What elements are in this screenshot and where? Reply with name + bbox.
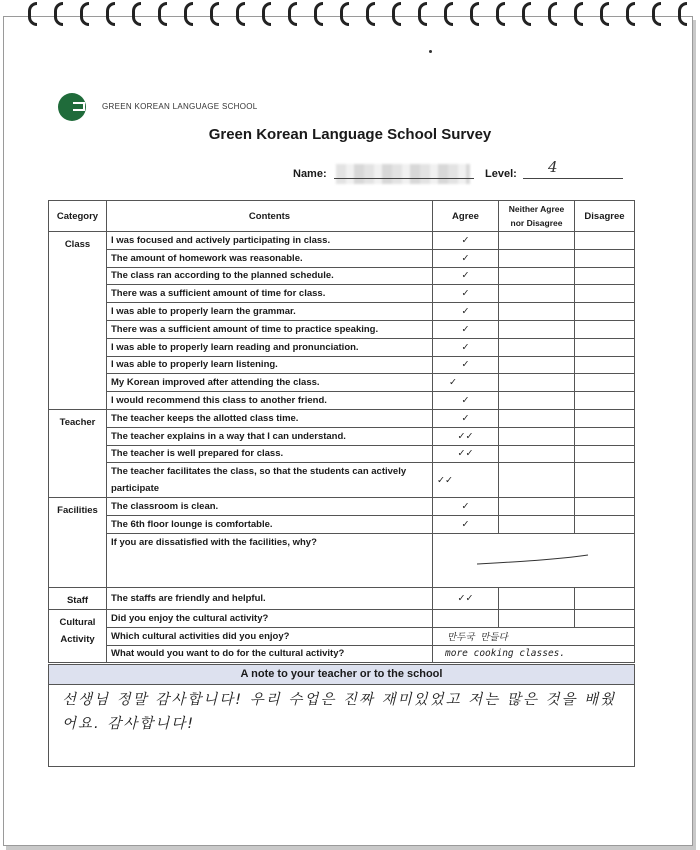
class-item: I was able to properly learn reading and pronunciation. <box>107 338 433 356</box>
disagree-cell[interactable] <box>575 374 635 392</box>
category-cultural: Cultural Activity <box>49 609 107 662</box>
disagree-cell[interactable] <box>575 445 635 463</box>
neither-cell[interactable] <box>499 498 575 516</box>
logo-text: GREEN KOREAN LANGUAGE SCHOOL <box>102 102 258 111</box>
level-label: Level: <box>485 168 517 180</box>
agree-check[interactable]: ✓ <box>433 249 499 267</box>
agree-check[interactable]: ✓ <box>433 320 499 338</box>
disagree-cell[interactable] <box>575 498 635 516</box>
neither-cell[interactable] <box>499 303 575 321</box>
agree-check[interactable]: ✓ <box>433 356 499 374</box>
category-class: Class <box>49 232 107 410</box>
name-field-line[interactable] <box>334 178 474 179</box>
disagree-cell[interactable] <box>575 303 635 321</box>
disagree-cell[interactable] <box>575 285 635 303</box>
neither-cell[interactable] <box>499 392 575 410</box>
agree-check[interactable]: ✓ <box>433 374 499 392</box>
agree-check[interactable]: ✓ <box>433 303 499 321</box>
neither-cell[interactable] <box>499 232 575 250</box>
class-item: There was a sufficient amount of time to practice speaking. <box>107 320 433 338</box>
cultural-want-answer[interactable]: more cooking classes. <box>433 645 635 663</box>
neither-cell[interactable] <box>499 587 575 609</box>
teacher-item: The teacher is well prepared for class. <box>107 445 433 463</box>
agree-check[interactable]: ✓ <box>433 267 499 285</box>
teacher-item: The teacher facilitates the class, so that the students can actively participate <box>107 463 433 498</box>
redacted-name <box>336 164 470 184</box>
level-value: 4 <box>548 158 558 176</box>
agree-check[interactable]: ✓ <box>433 498 499 516</box>
disagree-cell[interactable] <box>575 232 635 250</box>
category-teacher: Teacher <box>49 409 107 497</box>
neither-cell[interactable] <box>499 445 575 463</box>
neither-cell[interactable] <box>499 516 575 534</box>
class-item: I was focused and actively participating in class. <box>107 232 433 250</box>
disagree-cell[interactable] <box>575 427 635 445</box>
agree-check[interactable]: ✓✓ <box>433 427 499 445</box>
header-disagree: Disagree <box>575 201 635 232</box>
disagree-cell[interactable] <box>575 463 635 498</box>
note-heading: A note to your teacher or to the school <box>48 664 635 685</box>
spiral-binding <box>18 0 688 30</box>
header-neither: Neither Agree nor Disagree <box>499 201 575 232</box>
disagree-cell[interactable] <box>575 392 635 410</box>
neither-cell[interactable] <box>499 267 575 285</box>
neither-cell[interactable] <box>499 356 575 374</box>
teacher-item: The teacher explains in a way that I can understand. <box>107 427 433 445</box>
neither-cell[interactable] <box>499 285 575 303</box>
header-contents: Contents <box>107 201 433 232</box>
disagree-cell[interactable] <box>575 249 635 267</box>
facilities-item: The classroom is clean. <box>107 498 433 516</box>
facilities-question: If you are dissatisfied with the facilities, why? <box>107 533 433 587</box>
ink-dot <box>429 50 432 53</box>
disagree-cell[interactable] <box>575 609 635 627</box>
neither-cell[interactable] <box>499 609 575 627</box>
agree-check[interactable]: ✓ <box>433 516 499 534</box>
facilities-answer-box[interactable] <box>433 533 635 587</box>
disagree-cell[interactable] <box>575 356 635 374</box>
note-handwritten-text: 선생님 정말 감사합니다! 우리 수업은 진짜 재미있었고 저는 많은 것을 배웠어요. 감사합니다! <box>62 692 617 732</box>
cultural-enjoyed-answer[interactable]: 만두국 만들다 <box>433 627 635 645</box>
header-category: Category <box>49 201 107 232</box>
agree-check[interactable]: ✓✓ <box>433 445 499 463</box>
name-label: Name: <box>293 168 327 180</box>
class-item: I was able to properly learn listening. <box>107 356 433 374</box>
facilities-item: The 6th floor lounge is comfortable. <box>107 516 433 534</box>
handwritten-dash <box>433 534 633 584</box>
agree-check[interactable]: ✓ <box>433 392 499 410</box>
cultural-item: Which cultural activities did you enjoy? <box>107 627 433 645</box>
agree-check[interactable]: ✓ <box>433 409 499 427</box>
survey-table <box>48 200 635 663</box>
disagree-cell[interactable] <box>575 320 635 338</box>
neither-cell[interactable] <box>499 463 575 498</box>
neither-cell[interactable] <box>499 249 575 267</box>
neither-cell[interactable] <box>499 374 575 392</box>
disagree-cell[interactable] <box>575 267 635 285</box>
class-item: The class ran according to the planned schedule. <box>107 267 433 285</box>
survey-title: Green Korean Language School Survey <box>208 126 492 143</box>
neither-cell[interactable] <box>499 409 575 427</box>
school-logo <box>58 93 268 121</box>
neither-cell[interactable] <box>499 427 575 445</box>
category-facilities: Facilities <box>49 498 107 588</box>
category-staff: Staff <box>49 587 107 609</box>
class-item: The amount of homework was reasonable. <box>107 249 433 267</box>
agree-check[interactable]: ✓ <box>433 338 499 356</box>
logo-mark-icon <box>58 93 86 121</box>
header-agree: Agree <box>433 201 499 232</box>
disagree-cell[interactable] <box>575 587 635 609</box>
staff-item: The staffs are friendly and helpful. <box>107 587 433 609</box>
class-item: There was a sufficient amount of time for class. <box>107 285 433 303</box>
agree-check[interactable]: ✓✓ <box>433 463 499 498</box>
cultural-item: Did you enjoy the cultural activity? <box>107 609 433 627</box>
class-item: My Korean improved after attending the class. <box>107 374 433 392</box>
disagree-cell[interactable] <box>575 338 635 356</box>
teacher-item: The teacher keeps the allotted class time. <box>107 409 433 427</box>
agree-cell[interactable] <box>433 609 499 627</box>
cultural-item: What would you want to do for the cultural activity? <box>107 645 433 663</box>
neither-cell[interactable] <box>499 338 575 356</box>
neither-cell[interactable] <box>499 320 575 338</box>
class-item: I was able to properly learn the grammar. <box>107 303 433 321</box>
disagree-cell[interactable] <box>575 516 635 534</box>
agree-check[interactable]: ✓ <box>433 232 499 250</box>
agree-check[interactable]: ✓✓ <box>433 587 499 609</box>
agree-check[interactable]: ✓ <box>433 285 499 303</box>
class-item: I would recommend this class to another friend. <box>107 392 433 410</box>
disagree-cell[interactable] <box>575 409 635 427</box>
level-field-line[interactable] <box>523 178 623 179</box>
